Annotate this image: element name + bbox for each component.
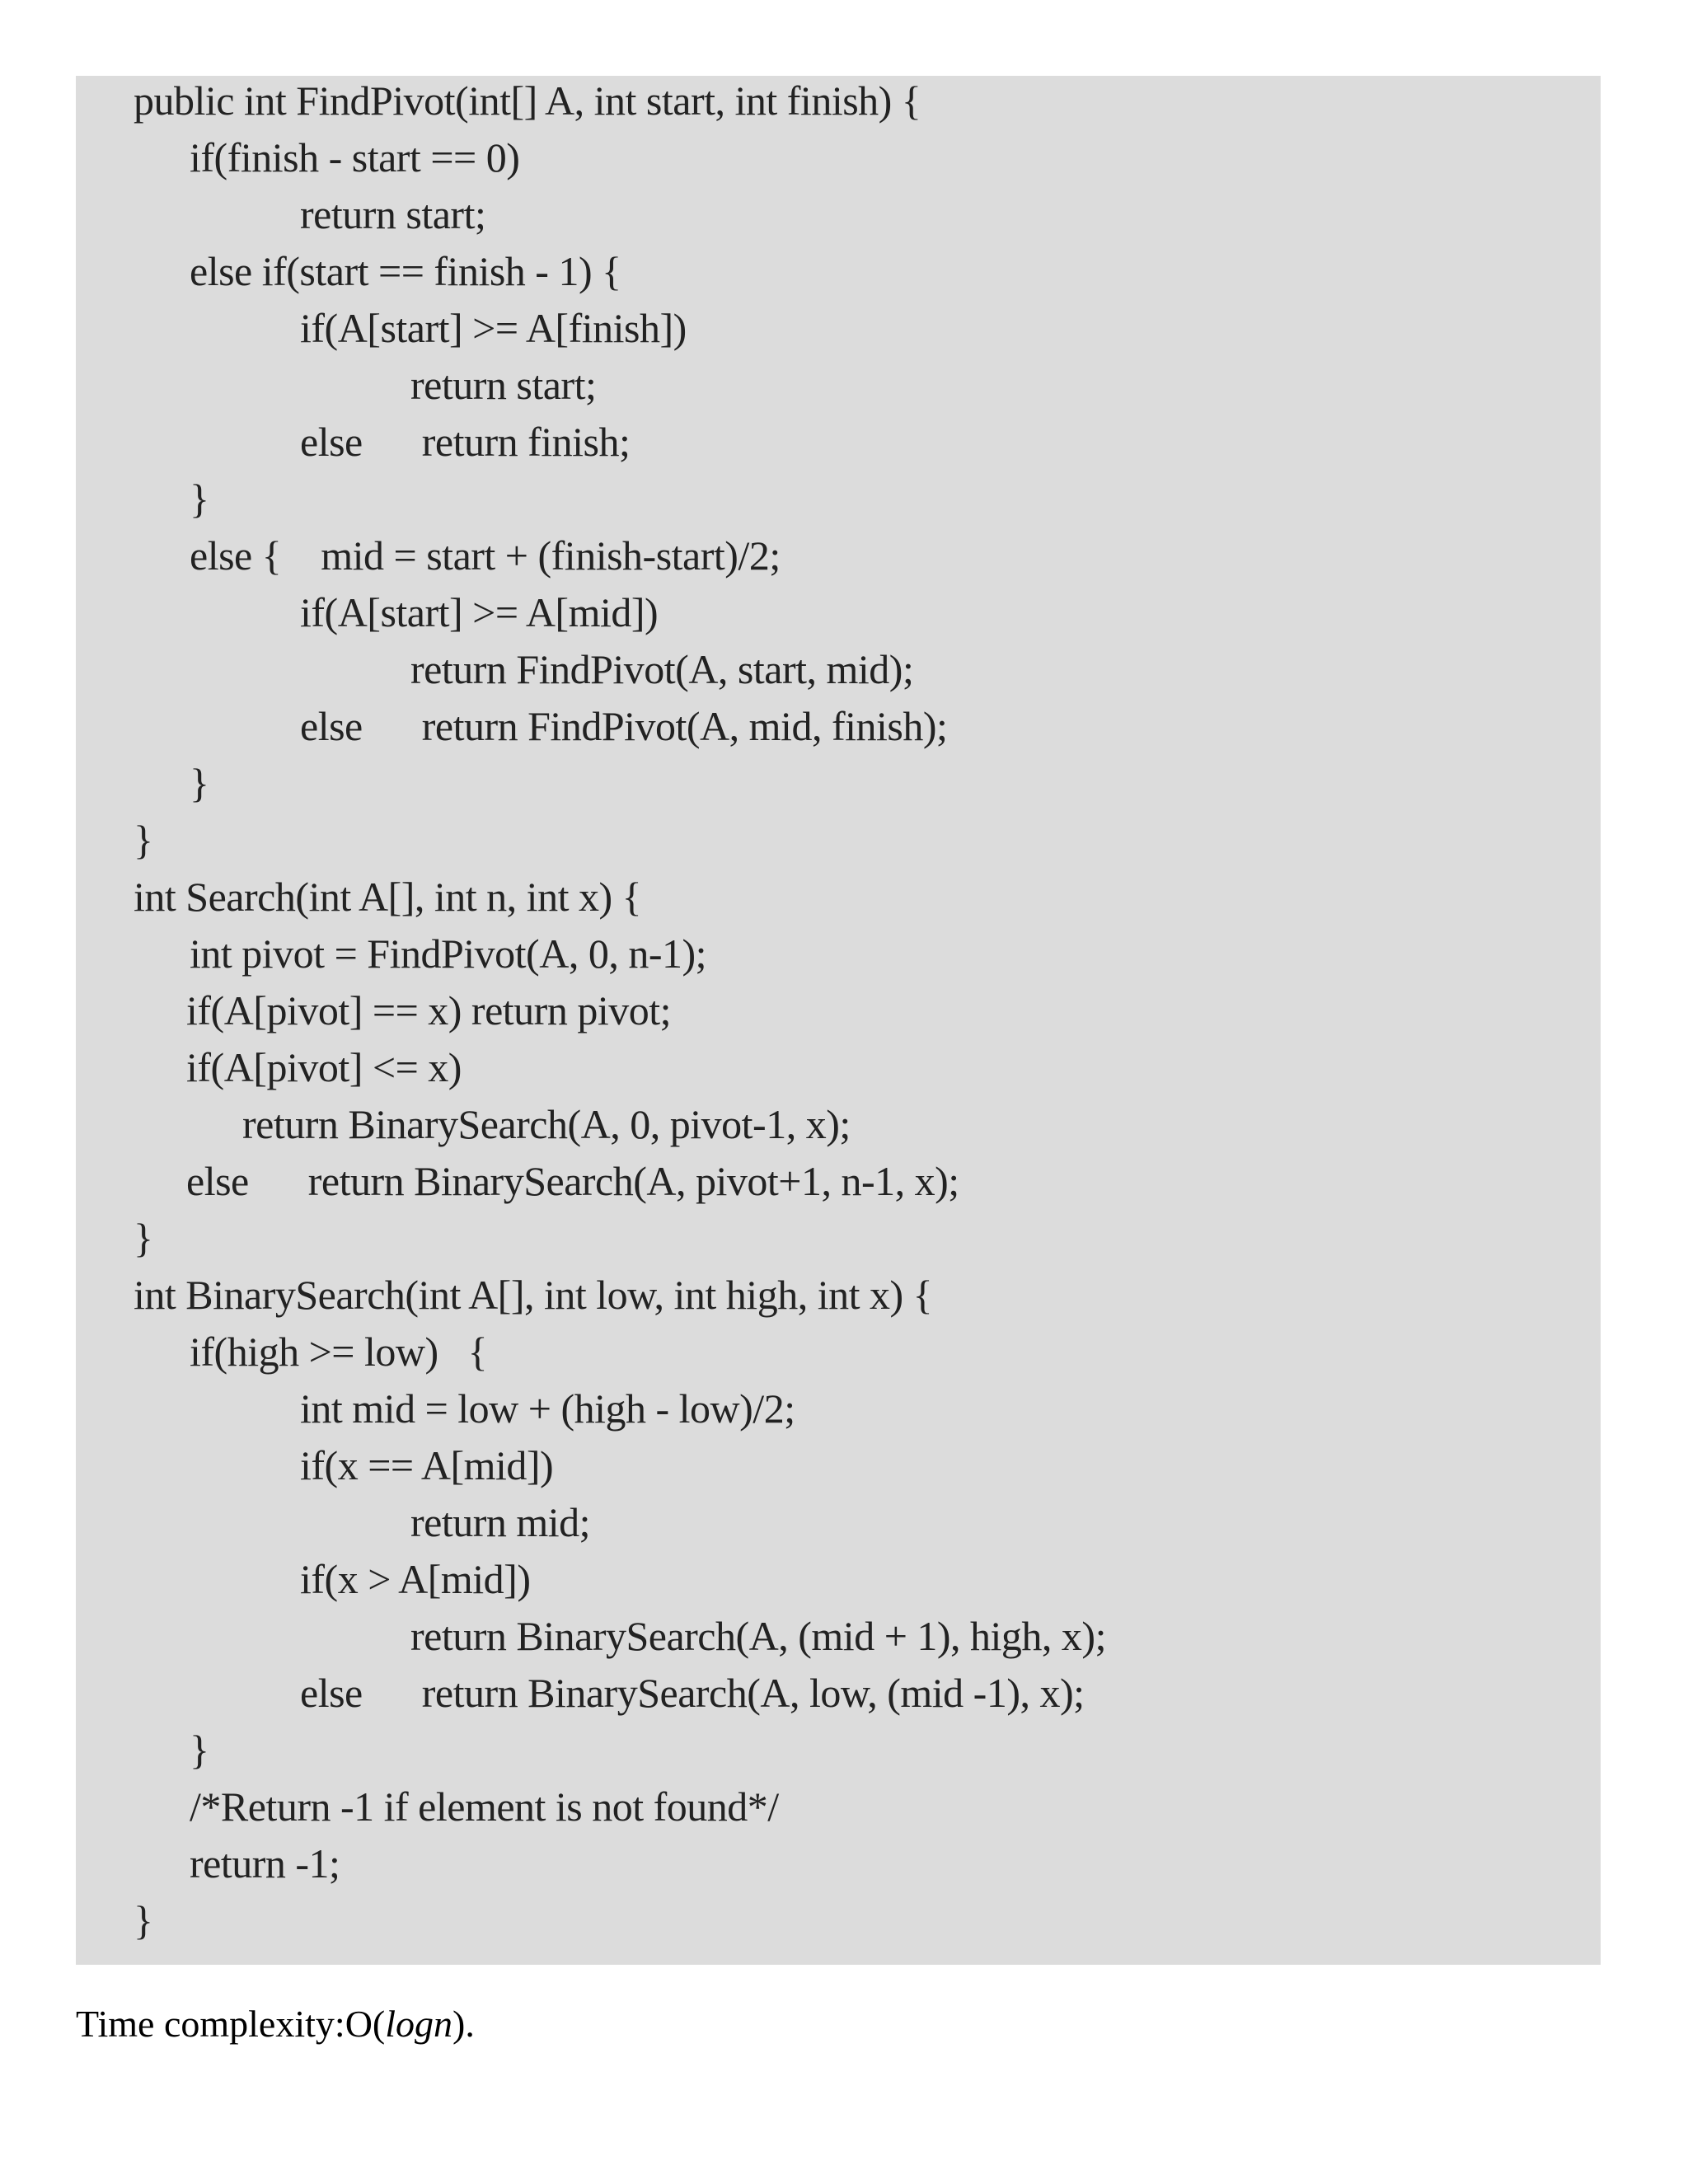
code-line: int BinarySearch(int A[], int low, int high, int x) { <box>134 1272 933 1318</box>
code-line: int mid = low + (high - low)/2; <box>300 1385 795 1432</box>
code-line: if(x == A[mid]) <box>300 1442 554 1488</box>
caption-prefix: Time complexity:O( <box>76 2003 386 2045</box>
code-line: return start; <box>410 362 597 408</box>
code-line: else return finish; <box>300 419 631 465</box>
code-line: return start; <box>300 191 486 237</box>
code-line: if(x > A[mid]) <box>300 1556 531 1602</box>
code-line: if(A[start] >= A[finish]) <box>300 305 687 351</box>
code-line: if(finish - start == 0) <box>190 134 520 180</box>
code-line: int Search(int A[], int n, int x) { <box>134 874 642 920</box>
code-line: return BinarySearch(A, (mid + 1), high, x); <box>410 1613 1106 1659</box>
code-line: else if(start == finish - 1) { <box>190 248 621 294</box>
code-line: else return BinarySearch(A, low, (mid -1), x); <box>300 1670 1085 1716</box>
code-block <box>76 76 1601 1965</box>
code-line: } <box>190 760 209 806</box>
code-line: return BinarySearch(A, 0, pivot-1, x); <box>242 1101 851 1147</box>
code-line: else return FindPivot(A, mid, finish); <box>300 703 948 749</box>
code-line: else { mid = start + (finish-start)/2; <box>190 532 781 579</box>
code-line: if(A[pivot] <= x) <box>186 1044 462 1090</box>
code-line: } <box>134 1215 153 1261</box>
code-line: } <box>190 476 209 522</box>
code-line: if(high >= low) { <box>190 1329 488 1375</box>
code-line: return FindPivot(A, start, mid); <box>410 646 914 692</box>
code-line: /*Return -1 if element is not found*/ <box>190 1783 779 1830</box>
time-complexity-caption <box>76 1999 475 2049</box>
caption-suffix: ). <box>452 2003 475 2045</box>
code-line: int pivot = FindPivot(A, 0, n-1); <box>190 930 707 977</box>
code-line: if(A[pivot] == x) return pivot; <box>186 987 671 1033</box>
code-line: public int FindPivot(int[] A, int start, int finish) { <box>134 77 921 124</box>
code-line: return mid; <box>410 1499 591 1545</box>
code-line: return -1; <box>190 1840 340 1886</box>
code-line: if(A[start] >= A[mid]) <box>300 589 659 635</box>
code-line: } <box>134 817 153 863</box>
caption-italic: logn <box>385 2003 453 2045</box>
code-line: else return BinarySearch(A, pivot+1, n-1, x); <box>186 1158 959 1204</box>
code-line: } <box>134 1897 153 1943</box>
code-line: } <box>190 1727 209 1773</box>
